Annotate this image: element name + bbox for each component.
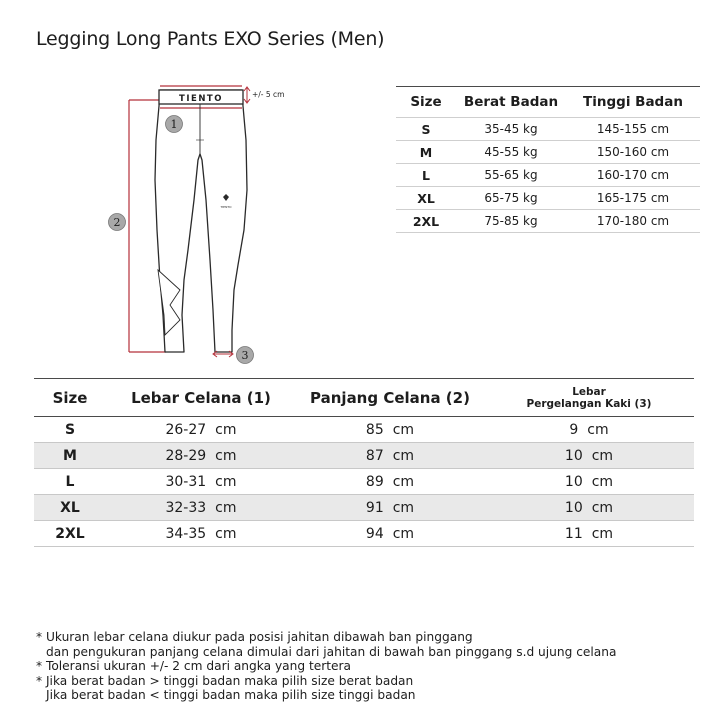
marker-2 (109, 214, 126, 231)
weight-cell: 55-65 kg (484, 168, 538, 182)
length-cell: 94 (365, 525, 384, 542)
header-weight: Berat Badan (463, 94, 559, 110)
length-cell: 85 (365, 421, 384, 438)
ankle-cell: 10 (564, 447, 583, 464)
width-cell: 26-27 (165, 421, 207, 438)
header-ankle (484, 386, 694, 410)
leggings-diagram (100, 80, 300, 370)
unit-label: cm (392, 421, 415, 438)
height-cell: 145-155 cm (596, 122, 670, 136)
svg-text:2: 2 (113, 216, 121, 229)
width-cell: 34-35 (165, 525, 207, 542)
body-table-header (396, 87, 700, 117)
table-row (396, 186, 700, 209)
size-cell: S (421, 121, 431, 137)
weight-cell: 75-85 kg (484, 214, 538, 228)
unit-label: cm (215, 421, 237, 438)
length-cell: 91 (365, 499, 384, 516)
unit-label: cm (392, 473, 415, 490)
size-cell: S (64, 421, 76, 438)
length-cell: 89 (365, 473, 384, 490)
height-cell: 170-180 cm (596, 214, 670, 228)
unit-label: cm (591, 447, 614, 464)
table-row (396, 117, 700, 140)
size-cell: XL (417, 190, 435, 206)
tolerance-label: +/- 5 cm (252, 90, 285, 99)
table-row (34, 495, 694, 521)
table-row (34, 521, 694, 547)
svg-text:3: 3 (241, 349, 249, 362)
unit-label: cm (215, 473, 237, 490)
garment-size-table (34, 378, 694, 547)
header-length: Panjang Celana (2) (310, 388, 470, 407)
marker-1 (166, 116, 183, 133)
footnotes (36, 630, 616, 703)
size-cell: M (419, 144, 433, 160)
header-width: Lebar Celana (1) (131, 388, 271, 407)
table-row (34, 417, 694, 443)
note-line: Jika berat badan < tinggi badan maka pilih size tinggi badan (46, 688, 416, 702)
note-line: dan pengukuran panjang celana dimulai dari jahitan di bawah ban pinggang s.d ujung celana (46, 644, 617, 659)
garment-table-header (34, 379, 694, 416)
header-size: Size (52, 388, 88, 407)
size-cell: 2XL (55, 525, 85, 542)
svg-text:TIENTO: TIENTO (220, 205, 232, 209)
note-line: * Toleransi ukuran +/- 2 cm dari angka yang tertera (36, 659, 352, 673)
svg-text:1: 1 (170, 118, 178, 131)
unit-label: cm (215, 525, 237, 542)
header-size: Size (410, 94, 442, 110)
table-row (34, 469, 694, 495)
unit-label: cm (591, 499, 614, 516)
size-cell: M (63, 447, 77, 464)
unit-label: cm (392, 499, 415, 516)
ankle-cell: 9 (569, 421, 579, 438)
size-cell: L (65, 473, 75, 490)
note-line: * Jika berat badan > tinggi badan maka pilih size berat badan (36, 673, 414, 688)
marker-3 (237, 347, 254, 364)
table-row (34, 443, 694, 469)
width-cell: 30-31 (165, 473, 207, 490)
brand-label: TIENTO (179, 94, 223, 104)
note-line: * Ukuran lebar celana diukur pada posisi jahitan dibawah ban pinggang (36, 630, 473, 644)
ankle-cell: 11 (564, 525, 583, 542)
width-cell: 28-29 (165, 447, 207, 464)
unit-label: cm (215, 499, 237, 516)
height-cell: 150-160 cm (596, 145, 670, 159)
ankle-cell: 10 (564, 499, 583, 516)
unit-label: cm (591, 525, 614, 542)
ankle-cell: 10 (564, 473, 583, 490)
unit-label: cm (591, 473, 614, 490)
weight-cell: 35-45 kg (484, 122, 538, 136)
height-cell: 165-175 cm (596, 191, 670, 205)
header-ankle-line1: Lebar (572, 385, 606, 398)
page-title: Legging Long Pants EXO Series (Men) (36, 28, 385, 50)
body-size-table (396, 86, 700, 233)
header-ankle-line2: Pergelangan Kaki (3) (526, 397, 652, 410)
height-cell: 160-170 cm (596, 168, 670, 182)
unit-label: cm (392, 525, 415, 542)
table-row (396, 163, 700, 186)
unit-label: cm (587, 421, 609, 438)
length-cell: 87 (365, 447, 384, 464)
weight-cell: 65-75 kg (484, 191, 538, 205)
unit-label: cm (215, 447, 237, 464)
table-row (396, 209, 700, 232)
size-cell: 2XL (412, 213, 440, 229)
header-height: Tinggi Badan (583, 94, 683, 110)
size-cell: L (422, 167, 430, 183)
weight-cell: 45-55 kg (484, 145, 538, 159)
width-cell: 32-33 (165, 499, 207, 516)
table-row (396, 140, 700, 163)
unit-label: cm (392, 447, 415, 464)
size-cell: XL (60, 499, 80, 516)
